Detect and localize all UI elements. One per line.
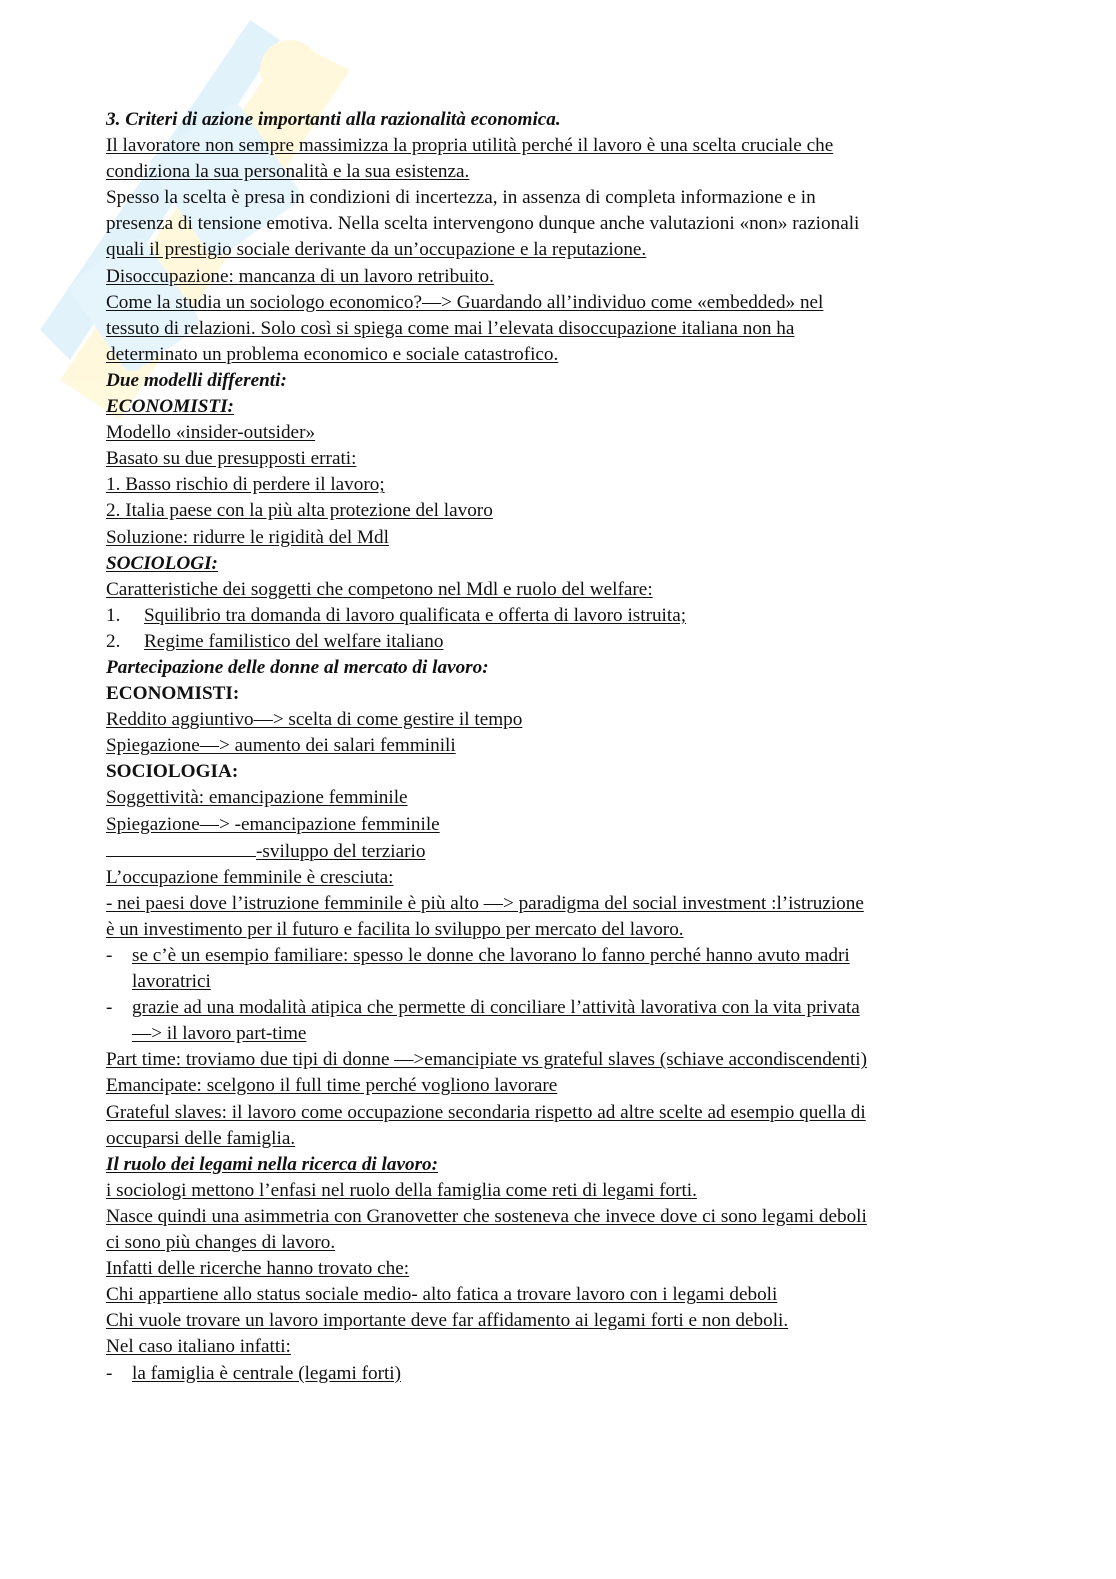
item-text: Squilibrio tra domanda di lavoro qualificata e offerta di lavoro istruita; xyxy=(144,604,687,626)
text-line: Caratteristiche dei soggetti che competono nel Mdl e ruolo del welfare: xyxy=(106,578,653,600)
page-heading: 3. Criteri di azione importanti alla razionalità economica. xyxy=(106,109,561,130)
intro-line: Disoccupazione: mancanza di un lavoro retribuito. xyxy=(106,265,494,287)
text-line: 2. Italia paese con la più alta protezione del lavoro xyxy=(106,500,493,522)
text-line: ci sono più changes di lavoro. xyxy=(106,1232,336,1254)
bullet-text: grazie ad una modalità atipica che permette di conciliare l’attività lavorativa con la vita privata xyxy=(132,997,860,1019)
text-fragment: -sviluppo del terziario xyxy=(256,840,426,862)
text-line: Modello «insider-outsider» xyxy=(106,422,316,444)
bullet-dash: - xyxy=(106,997,113,1019)
bullet-text: se c’è un esempio familiare: spesso le donne che lavorano lo fanno perché hanno avuto madri xyxy=(132,945,850,966)
intro-line: Spesso la scelta è presa in condizioni di incertezza, in assenza di completa informazione e in xyxy=(106,187,816,209)
bullet-dash: - xyxy=(106,1362,113,1384)
text-line: Infatti delle ricerche hanno trovato che: xyxy=(106,1258,410,1280)
item-text: Regime familistico del welfare italiano xyxy=(144,630,444,652)
intro-line: condiziona la sua personalità e la sua esistenza. xyxy=(106,161,470,183)
subsection-title: SOCIOLOGI: xyxy=(106,552,218,574)
subsection-title: ECONOMISTI: xyxy=(106,396,234,418)
bullet-item xyxy=(106,995,1006,1021)
item-number: 2. xyxy=(106,630,121,652)
intro-line: tessuto di relazioni. Solo così si spiega come mai l’elevata disoccupazione italiana non ha xyxy=(106,317,795,339)
text-line: Spiegazione—> aumento dei salari femminili xyxy=(106,735,456,757)
text-line: Part time: troviamo due tipi di donne —>emancipiate vs grateful slaves (schiave accondiscendenti) xyxy=(106,1049,868,1071)
section-title: Il ruolo dei legami nella ricerca di lavoro: xyxy=(106,1153,439,1175)
text-line: Grateful slaves: il lavoro come occupazione secondaria rispetto ad altre scelte ad esempio quella di xyxy=(106,1101,866,1123)
text-line: Chi appartiene allo status sociale medio- alto fatica a trovare lavoro con i legami deboli xyxy=(106,1284,778,1306)
text-line: Emancipate: scelgono il full time perché vogliono lavorare xyxy=(106,1075,558,1097)
text-line: - nei paesi dove l’istruzione femminile è più alto —> paradigma del social investment :l’istruzione xyxy=(106,892,864,914)
section-title: Due modelli differenti: xyxy=(106,369,287,391)
text-line: Nasce quindi una asimmetria con Granovetter che sosteneva che invece dove ci sono legami deboli xyxy=(106,1205,867,1227)
document-page xyxy=(106,107,1006,1387)
text-line: Soluzione: ridurre le rigidità del Mdl xyxy=(106,526,389,548)
text-line: è un investimento per il futuro e facilita lo sviluppo per mercato del lavoro. xyxy=(106,918,684,940)
text-line: occuparsi delle famiglia. xyxy=(106,1127,296,1149)
text-line: Chi vuole trovare un lavoro importante deve far affidamento ai legami forti e non deboli. xyxy=(106,1310,789,1332)
text-line: i sociologi mettono l’enfasi nel ruolo della famiglia come reti di legami forti. xyxy=(106,1179,697,1201)
text-line: Basato su due presupposti errati: xyxy=(106,448,357,470)
text-line-indented xyxy=(106,838,1006,865)
intro-line: determinato un problema economico e sociale catastrofico. xyxy=(106,343,559,365)
intro-line: Il lavoratore non sempre massimizza la propria utilità perché il lavoro è una scelta cruciale che xyxy=(106,135,834,157)
intro-line: quali il prestigio sociale derivante da un’occupazione e la reputazione. xyxy=(106,239,647,261)
text-line: L’occupazione femminile è cresciuta: xyxy=(106,866,394,888)
bullet-item xyxy=(106,1361,1006,1387)
intro-line: Come la studia un sociologo economico?—> Guardando all’individuo come «embedded» nel xyxy=(106,291,824,313)
numbered-item xyxy=(106,629,1006,655)
section-title: Partecipazione delle donne al mercato di lavoro: xyxy=(106,656,489,678)
intro-line: presenza di tensione emotiva. Nella scelta intervengono dunque anche valutazioni «non» razionali xyxy=(106,213,860,235)
text-line: Soggettività: emancipazione femminile xyxy=(106,787,408,809)
text-line: Reddito aggiuntivo—> scelta di come gestire il tempo xyxy=(106,709,523,731)
bullet-text: la famiglia è centrale (legami forti) xyxy=(132,1362,402,1384)
text-line: Spiegazione—> -emancipazione femminile xyxy=(106,813,440,835)
bullet-dash: - xyxy=(106,945,113,966)
numbered-item xyxy=(106,603,1006,629)
underline-spacer xyxy=(106,838,256,857)
text-line: 1. Basso rischio di perdere il lavoro; xyxy=(106,474,385,496)
bullet-continuation: lavoratrici xyxy=(132,971,211,993)
bullet-continuation: —> il lavoro part-time xyxy=(132,1023,307,1045)
subsection-title: ECONOMISTI: xyxy=(106,683,240,705)
subsection-title: SOCIOLOGIA: xyxy=(106,761,239,783)
text-line: Nel caso italiano infatti: xyxy=(106,1336,291,1358)
item-number: 1. xyxy=(106,604,121,626)
bullet-item xyxy=(106,943,1006,969)
